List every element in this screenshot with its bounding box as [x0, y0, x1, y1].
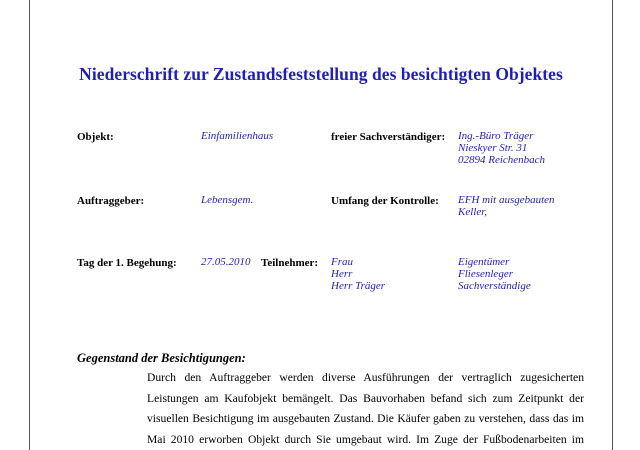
- document-title: Niederschrift zur Zustandsfeststellung des besichtigten Objektes: [79, 64, 563, 84]
- sachverstaendiger-line-1: Ing.-Büro Träger: [458, 130, 534, 142]
- teilnehmer-name-2: Herr: [331, 268, 353, 280]
- gegenstand-line-3: visuellen Besichtigung im ausgebauten Zustand. Die Käufer gaben zu verstehen, dass das im: [147, 412, 584, 425]
- teilnehmer-label: Teilnehmer:: [261, 257, 319, 269]
- teilnehmer-role-2: Fliesenleger: [458, 268, 513, 280]
- gegenstand-line-2: Leistungen am Kaufobjekt bemängelt. Das Bauvorhaben befand sich zum Zeitpunkt der: [147, 391, 584, 405]
- teilnehmer-name-1: Frau: [331, 256, 353, 268]
- gegenstand-line-4: Mai 2010 erworben Objekt durch Sie umgebaut wird. Im Zuge der Fußbodenarbeiten im: [147, 432, 584, 446]
- auftraggeber-label: Auftraggeber:: [77, 195, 145, 207]
- gegenstand-line-1: Durch den Auftraggeber werden diverse Ausführungen der vertraglich zugesicherten: [147, 371, 584, 384]
- gegenstand-heading: Gegenstand der Besichtigungen:: [77, 351, 246, 365]
- sachverstaendiger-label: freier Sachverständiger:: [331, 131, 446, 143]
- sachverstaendiger-line-2: Nieskyer Str. 31: [458, 142, 528, 154]
- begehung-label: Tag der 1. Begehung:: [77, 257, 177, 269]
- teilnehmer-role-1: Eigentümer: [458, 256, 510, 268]
- sachverstaendiger-line-3: 02894 Reichenbach: [458, 154, 546, 166]
- teilnehmer-role-3: Sachverständige: [458, 280, 531, 292]
- objekt-value: Einfamilienhaus: [201, 130, 274, 142]
- umfang-line-1: EFH mit ausgebauten: [458, 194, 555, 206]
- umfang-label: Umfang der Kontrolle:: [331, 195, 439, 207]
- document-page: [30, 0, 612, 450]
- objekt-label: Objekt:: [77, 131, 114, 143]
- gegenstand-paragraph: [147, 368, 584, 450]
- begehung-value: 27.05.2010: [201, 256, 251, 268]
- umfang-line-2: Keller,: [458, 206, 488, 218]
- page-border-right: [612, 0, 613, 450]
- teilnehmer-name-3: Herr Träger: [331, 280, 386, 292]
- auftraggeber-value: Lebensgem.: [201, 194, 254, 206]
